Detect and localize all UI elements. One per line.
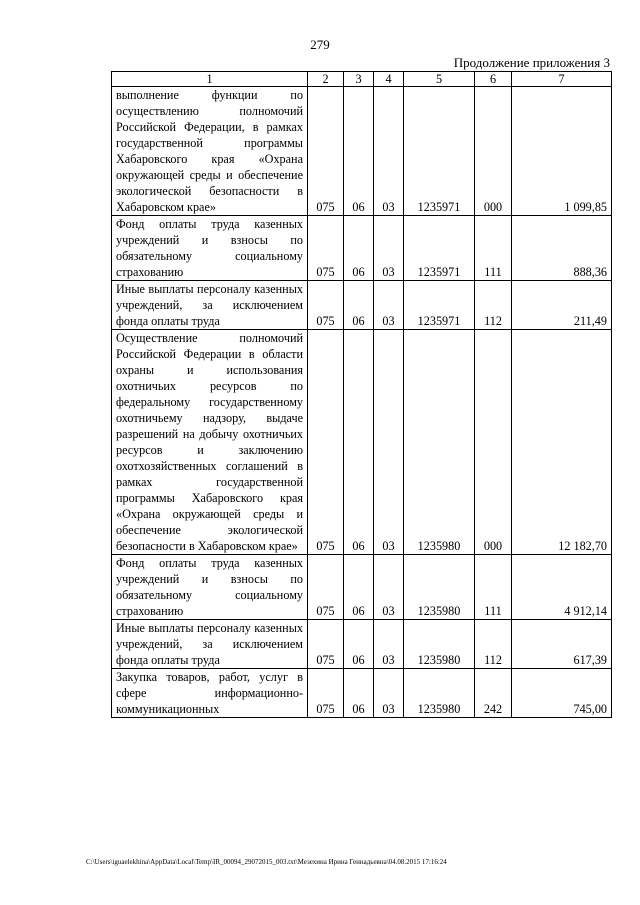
budget-table bbox=[111, 71, 612, 718]
row-section-code: 06 bbox=[344, 281, 374, 330]
row-ministry-code: 075 bbox=[308, 216, 344, 281]
row-expense-type: 112 bbox=[475, 281, 512, 330]
row-ministry-code: 075 bbox=[308, 669, 344, 718]
header-row bbox=[112, 72, 612, 87]
row-description: Фонд оплаты труда казенных учреждений и взносы по обязательному социальному страхованию bbox=[112, 555, 308, 620]
row-target-article: 1235980 bbox=[404, 620, 475, 669]
row-ministry-code: 075 bbox=[308, 620, 344, 669]
table-row bbox=[112, 87, 612, 216]
row-ministry-code: 075 bbox=[308, 87, 344, 216]
row-subsection-code: 03 bbox=[374, 330, 404, 555]
header-cell-7: 7 bbox=[512, 72, 612, 87]
row-description: Осуществление полномочий Российской Федерации в области охраны и использования охотничьих ресурсов по федеральному государственному охотничьему надзору, выдаче разрешений на добычу охотничьих ресурсов и заключению охотхозяйственных соглашений в рамках государственной программы Хабаровского края «Охрана окружающей среды и обеспечение экологической безопасности в Хабаровском крае» bbox=[112, 330, 308, 555]
row-amount: 1 099,85 bbox=[512, 87, 612, 216]
header-cell-1: 1 bbox=[112, 72, 308, 87]
row-expense-type: 000 bbox=[475, 87, 512, 216]
table-row bbox=[112, 620, 612, 669]
row-amount: 888,36 bbox=[512, 216, 612, 281]
row-expense-type: 111 bbox=[475, 216, 512, 281]
row-description: Фонд оплаты труда казенных учреждений и взносы по обязательному социальному страхованию bbox=[112, 216, 308, 281]
header-cell-4: 4 bbox=[374, 72, 404, 87]
row-section-code: 06 bbox=[344, 330, 374, 555]
row-amount: 617,39 bbox=[512, 620, 612, 669]
table-row bbox=[112, 216, 612, 281]
table-row bbox=[112, 281, 612, 330]
row-description: Иные выплаты персоналу казенных учреждений, за исключением фонда оплаты труда bbox=[112, 620, 308, 669]
row-amount: 12 182,70 bbox=[512, 330, 612, 555]
row-target-article: 1235980 bbox=[404, 555, 475, 620]
row-expense-type: 000 bbox=[475, 330, 512, 555]
row-ministry-code: 075 bbox=[308, 281, 344, 330]
row-target-article: 1235980 bbox=[404, 669, 475, 718]
appendix-continuation-label: Продолжение приложения 3 bbox=[453, 55, 610, 70]
header-cell-6: 6 bbox=[475, 72, 512, 87]
row-ministry-code: 075 bbox=[308, 330, 344, 555]
row-expense-type: 112 bbox=[475, 620, 512, 669]
row-target-article: 1235980 bbox=[404, 330, 475, 555]
row-section-code: 06 bbox=[344, 669, 374, 718]
row-section-code: 06 bbox=[344, 555, 374, 620]
page-number: 279 bbox=[310, 37, 330, 52]
row-subsection-code: 03 bbox=[374, 669, 404, 718]
row-section-code: 06 bbox=[344, 87, 374, 216]
row-amount: 745,00 bbox=[512, 669, 612, 718]
row-ministry-code: 075 bbox=[308, 555, 344, 620]
table-row bbox=[112, 555, 612, 620]
row-subsection-code: 03 bbox=[374, 555, 404, 620]
row-section-code: 06 bbox=[344, 620, 374, 669]
row-subsection-code: 03 bbox=[374, 216, 404, 281]
row-amount: 4 912,14 bbox=[512, 555, 612, 620]
row-target-article: 1235971 bbox=[404, 281, 475, 330]
row-target-article: 1235971 bbox=[404, 216, 475, 281]
row-description: Иные выплаты персоналу казенных учреждений, за исключением фонда оплаты труда bbox=[112, 281, 308, 330]
row-section-code: 06 bbox=[344, 216, 374, 281]
row-subsection-code: 03 bbox=[374, 620, 404, 669]
row-description: Закупка товаров, работ, услуг в сфере информационно-коммуникационных bbox=[112, 669, 308, 718]
row-target-article: 1235971 bbox=[404, 87, 475, 216]
row-amount: 211,49 bbox=[512, 281, 612, 330]
row-subsection-code: 03 bbox=[374, 281, 404, 330]
row-expense-type: 242 bbox=[475, 669, 512, 718]
table-row bbox=[112, 330, 612, 555]
header-cell-3: 3 bbox=[344, 72, 374, 87]
header-cell-5: 5 bbox=[404, 72, 475, 87]
row-description: выполнение функции по осуществлению полномочий Российской Федерации, в рамках государственной программы Хабаровского края «Охрана окружающей среды и обеспечение экологической безопасности в Хабаровском крае» bbox=[112, 87, 308, 216]
row-subsection-code: 03 bbox=[374, 87, 404, 216]
table-row bbox=[112, 669, 612, 718]
file-path-footer: C:\Users\iguaelekhina\AppData\Local\Temp\IR_00094_29072015_003.txt\Мезехина Ирина Геннадьевна\04.08.2015 17:16:24 bbox=[86, 858, 447, 866]
row-expense-type: 111 bbox=[475, 555, 512, 620]
header-cell-2: 2 bbox=[308, 72, 344, 87]
